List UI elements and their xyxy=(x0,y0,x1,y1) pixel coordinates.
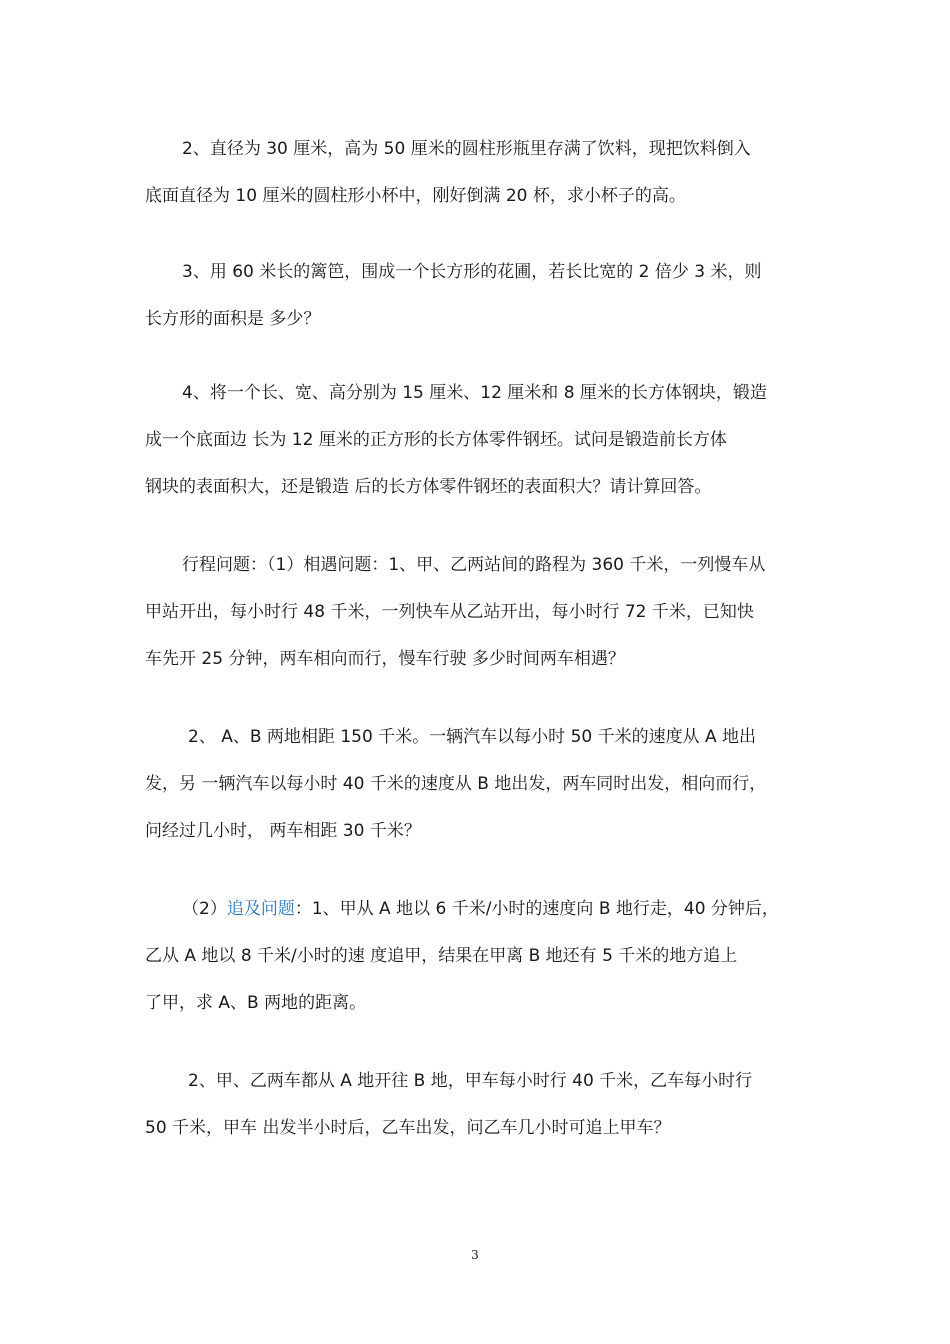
text-line: 车先开 25 分钟，两车相向而行，慢车行驶 多少时间两车相遇？ xyxy=(145,649,625,669)
text-line: 4、将一个长、宽、高分别为 15 厘米、12 厘米和 8 厘米的长方体钢块，锻造 xyxy=(182,383,767,403)
text-line xyxy=(145,886,817,933)
text-line: 了甲，求 A、B 两地的距离。 xyxy=(145,993,367,1013)
chase-problem-link[interactable]: 追及问题 xyxy=(226,899,295,919)
text-line: 底面直径为 10 厘米的圆柱形小杯中，刚好倒满 20 杯，求小杯子的高。 xyxy=(145,186,686,206)
text-line: 长方形的面积是 多少？ xyxy=(145,309,321,329)
text-line: 2、甲、乙两车都从 A 地开往 B 地，甲车每小时行 40 千米，乙车每小时行 xyxy=(188,1071,753,1091)
text-line: 2、 A、B 两地相距 150 千米。一辆汽车以每小时 50 千米的速度从 A 地出 xyxy=(188,727,757,747)
text-line-rest: ：1、甲从 A 地以 6 千米/小时的速度向 B 地行走，40 分钟后， xyxy=(294,899,779,919)
text-line: 乙从 A 地以 8 千米/小时的速 度追甲，结果在甲离 B 地还有 5 千米的地方追上 xyxy=(145,946,738,966)
page-number: 3 xyxy=(471,1248,479,1262)
problem-4-steel-block xyxy=(145,370,817,511)
text-line: 问经过几小时， 两车相距 30 千米？ xyxy=(145,821,421,841)
text-line: 行程问题：（1）相遇问题：1、甲、乙两站间的路程为 360 千米，一列慢车从 xyxy=(182,555,766,575)
section-prefix: （2） xyxy=(182,899,227,919)
travel-chase-problem-1 xyxy=(145,886,817,1027)
text-line: 50 千米，甲车 出发半小时后，乙车出发，问乙车几小时可追上甲车？ xyxy=(145,1118,671,1138)
travel-meeting-problem-1 xyxy=(145,542,817,683)
text-line: 钢块的表面积大，还是锻造 后的长方体零件钢坯的表面积大？请计算回答。 xyxy=(145,477,712,497)
travel-meeting-problem-2 xyxy=(145,714,817,855)
text-line: 发，另 一辆汽车以每小时 40 千米的速度从 B 地出发，两车同时出发，相向而行， xyxy=(145,774,767,794)
text-line: 3、用 60 米长的篱笆，围成一个长方形的花圃，若长比宽的 2 倍少 3 米，则 xyxy=(182,262,762,282)
problem-3-fence xyxy=(145,249,817,343)
travel-chase-problem-2 xyxy=(145,1058,817,1152)
text-line: 2、直径为 30 厘米，高为 50 厘米的圆柱形瓶里存满了饮料，现把饮料倒入 xyxy=(182,139,751,159)
text-line: 甲站开出，每小时行 48 千米，一列快车从乙站开出，每小时行 72 千米，已知快 xyxy=(145,602,754,622)
problem-2-cylinder xyxy=(145,126,817,220)
text-line: 成一个底面边 长为 12 厘米的正方形的长方体零件钢坯。试问是锻造前长方体 xyxy=(145,430,727,450)
